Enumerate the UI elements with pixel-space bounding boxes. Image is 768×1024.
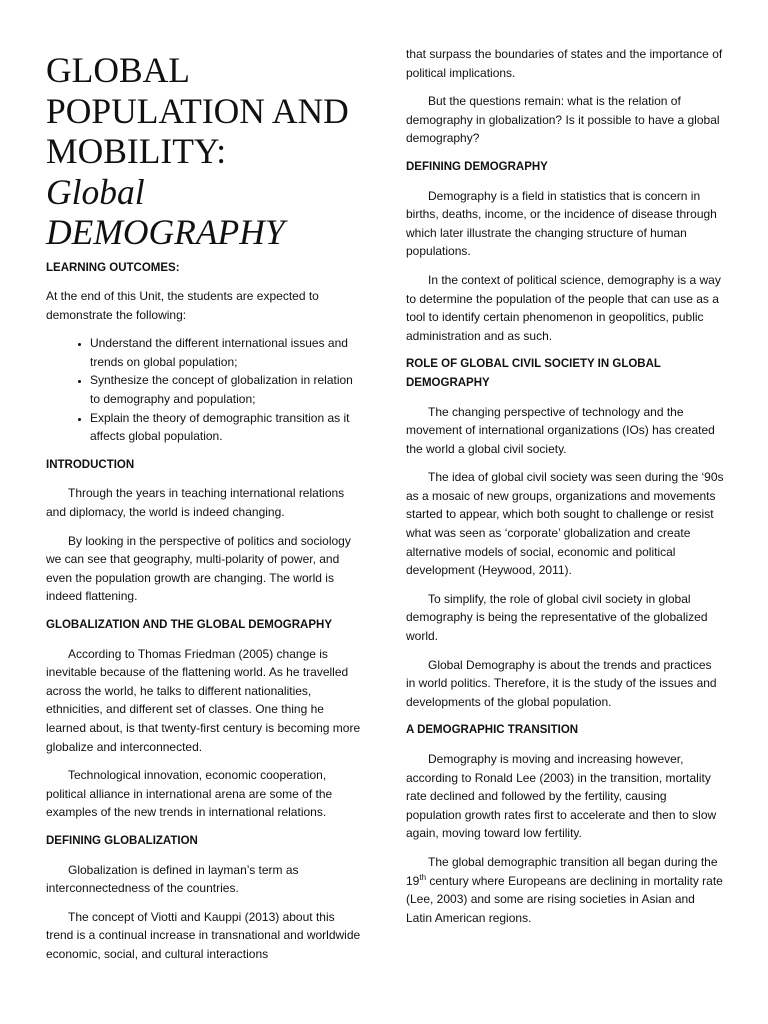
paragraph: Through the years in teaching international relations and diplomacy, the world is indeed changing. bbox=[46, 486, 345, 520]
paragraph: In the context of political science, demography is a way to determine the population of the people that can use as a tool to identify certain phenomenon in geopolitics, public administration and as such. bbox=[406, 272, 721, 343]
section-heading-defining-globalization: DEFINING GLOBALIZATION bbox=[46, 834, 198, 847]
paragraph: According to Thomas Friedman (2005) change is inevitable because of the flattening world. As he travelled across the world, he talks to different nationalities, ethnicities, and different set of classes. One thing he learned about, is that twenty-first century is becoming more globalize and interconnected. bbox=[46, 646, 361, 754]
title-line-italic: Global bbox=[46, 171, 145, 212]
paragraph: By looking in the perspective of politics and sociology we can see that geography, multi-polarity of power, and even the population growth are changing. The world is indeed flattening. bbox=[46, 533, 351, 604]
section-heading-introduction: INTRODUCTION bbox=[46, 458, 135, 471]
list-item: • Synthesize the concept of globalization in relation to demography and population; bbox=[90, 371, 364, 408]
paragraph: At the end of this Unit, the students are expected to demonstrate the following: bbox=[46, 289, 319, 322]
paragraph: Demography is a field in statistics that is concern in births, deaths, income, or the incidence of disease through which later illustrate the changing structure of human populations. bbox=[406, 188, 717, 259]
list-item: • Understand the different international issues and trends on global population; bbox=[90, 334, 364, 371]
paragraph: Technological innovation, economic cooperation, political alliance in international arena are some of the examples of the new trends in international relations. bbox=[46, 768, 333, 820]
title-line: MOBILITY: bbox=[46, 131, 227, 171]
paragraph: Demography is moving and increasing however, according to Ronald Lee (2003) in the transition, mortality rate declined and followed by the fertility, causing population growth rates first to accelerate and then to slow again, moving toward low fertility. bbox=[406, 752, 717, 841]
title-line: GLOBAL bbox=[46, 50, 190, 90]
right-column bbox=[406, 0, 724, 937]
paragraph: Global Demography is about the trends and practices in world politics. Therefore, it is the study of the issues and developments of the global population. bbox=[406, 657, 717, 709]
list-item: • Explain the theory of demographic transition as it affects global population. bbox=[90, 409, 364, 446]
paragraph: The changing perspective of technology and the movement of international organizations (IOs) has created the world a global civil society. bbox=[406, 404, 715, 456]
paragraph: that surpass the boundaries of states and the importance of political implications. bbox=[406, 47, 723, 80]
paragraph: The concept of Viotti and Kauppi (2013) about this trend is a continual increase in transnational and worldwide economic, social, and cultural interactions bbox=[46, 909, 361, 961]
paragraph bbox=[406, 853, 724, 927]
paragraph: But the questions remain: what is the relation of demography in globalization? Is it possible to have a global demography? bbox=[406, 94, 720, 146]
section-heading-role-civil-society: ROLE OF GLOBAL CIVIL SOCIETY IN GLOBAL DEMOGRAPHY bbox=[406, 358, 661, 389]
section-heading-globalization: GLOBALIZATION AND THE GLOBAL DEMOGRAPHY bbox=[46, 619, 333, 631]
paragraph: Globalization is defined in layman’s term as interconnectedness of the countries. bbox=[46, 862, 299, 896]
paragraph: To simplify, the role of global civil society in global demography is being the representative of the globalized world. bbox=[406, 591, 708, 644]
paragraph: The idea of global civil society was seen during the ‘90s as a mosaic of new groups, organizations and movements started to appear, which both sought to challenge or resist what was seen as ‘corporate’ globalization and create alternative models of social, economic and political development (Heywood, 2011). bbox=[406, 470, 724, 578]
left-column bbox=[46, 0, 364, 974]
document-title bbox=[46, 50, 364, 253]
section-heading-learning-outcomes: LEARNING OUTCOMES: bbox=[46, 261, 180, 274]
title-line: POPULATION AND bbox=[46, 90, 349, 131]
outcomes-list bbox=[46, 334, 364, 446]
text-run: The global demographic transition all began during the 19 bbox=[406, 854, 718, 888]
title-line-italic: DEMOGRAPHY bbox=[46, 212, 285, 252]
section-heading-demographic-transition: A DEMOGRAPHIC TRANSITION bbox=[406, 724, 579, 737]
section-heading-defining-demography: DEFINING DEMOGRAPHY bbox=[406, 160, 548, 173]
superscript: th bbox=[419, 872, 427, 882]
text-run: century where Europeans are declining in mortality rate (Lee, 2003) and some are rising societies in Asian and Latin American regions. bbox=[406, 873, 723, 925]
